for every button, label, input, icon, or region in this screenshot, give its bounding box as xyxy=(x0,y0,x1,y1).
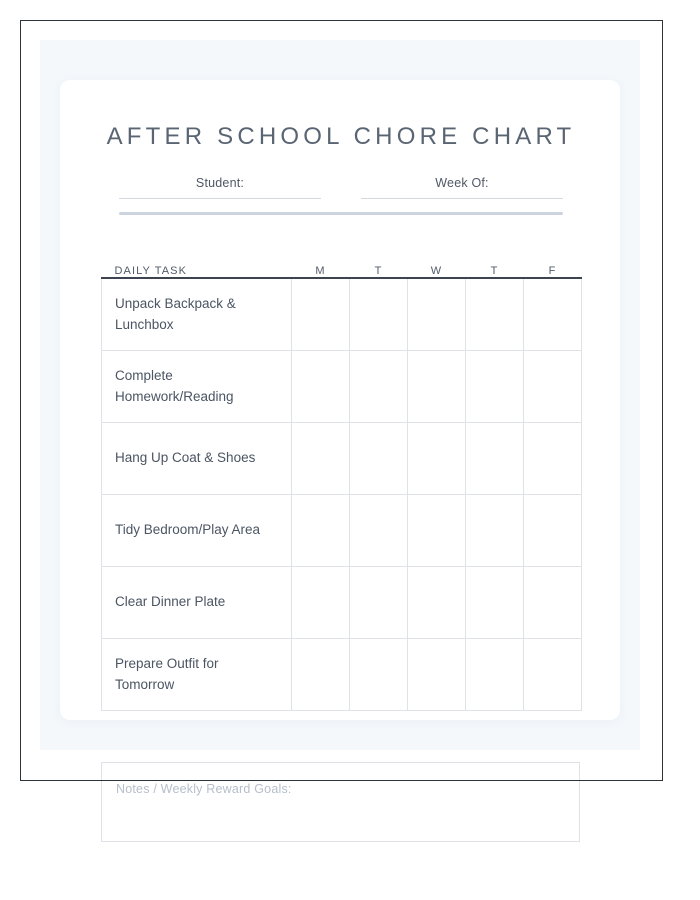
checkbox-cell-tuesday[interactable] xyxy=(350,495,408,567)
task-label: Unpack Backpack & Lunchbox xyxy=(102,278,292,351)
task-label: Complete Homework/Reading xyxy=(102,351,292,423)
checkbox-cell-monday[interactable] xyxy=(292,278,350,351)
sheet-content xyxy=(101,80,581,720)
checkbox-cell-thursday[interactable] xyxy=(466,351,524,423)
checkbox-cell-wednesday[interactable] xyxy=(408,423,466,495)
checkbox-cell-monday[interactable] xyxy=(292,639,350,711)
day-header-thursday: T xyxy=(490,265,499,277)
week-of-label: Week Of: xyxy=(435,176,489,190)
checkbox-cell-monday[interactable] xyxy=(292,567,350,639)
day-header-monday: M xyxy=(315,265,326,277)
task-label: Hang Up Coat & Shoes xyxy=(102,423,292,495)
checkbox-cell-wednesday[interactable] xyxy=(408,278,466,351)
checkbox-cell-thursday[interactable] xyxy=(466,495,524,567)
checkbox-cell-monday[interactable] xyxy=(292,351,350,423)
checkbox-cell-thursday[interactable] xyxy=(466,639,524,711)
student-label: Student: xyxy=(195,176,245,190)
meta-divider xyxy=(119,212,563,215)
checkbox-cell-wednesday[interactable] xyxy=(408,351,466,423)
table-body xyxy=(102,278,582,711)
table-row xyxy=(102,639,582,711)
task-label: Tidy Bedroom/Play Area xyxy=(102,495,292,567)
table-row xyxy=(102,423,582,495)
checkbox-cell-monday[interactable] xyxy=(292,495,350,567)
checkbox-cell-wednesday[interactable] xyxy=(408,567,466,639)
checkbox-cell-thursday[interactable] xyxy=(466,567,524,639)
checkbox-cell-friday[interactable] xyxy=(524,639,582,711)
task-column-header: DAILY TASK xyxy=(114,265,188,277)
table-row xyxy=(102,567,582,639)
checkbox-cell-tuesday[interactable] xyxy=(350,639,408,711)
notes-box[interactable] xyxy=(101,762,580,842)
checkbox-cell-wednesday[interactable] xyxy=(408,639,466,711)
chore-chart-sheet xyxy=(60,80,620,720)
checkbox-cell-monday[interactable] xyxy=(292,423,350,495)
checkbox-cell-tuesday[interactable] xyxy=(350,423,408,495)
table-header-row xyxy=(102,265,582,278)
table-row xyxy=(102,495,582,567)
checkbox-cell-friday[interactable] xyxy=(524,423,582,495)
checkbox-cell-friday[interactable] xyxy=(524,351,582,423)
day-header-friday: F xyxy=(548,265,557,277)
checkbox-cell-tuesday[interactable] xyxy=(350,278,408,351)
notes-label: Notes / Weekly Reward Goals: xyxy=(116,782,292,796)
table-header xyxy=(102,265,582,278)
checkbox-cell-friday[interactable] xyxy=(524,278,582,351)
checkbox-cell-wednesday[interactable] xyxy=(408,495,466,567)
day-header-tuesday: T xyxy=(374,265,383,277)
task-label: Clear Dinner Plate xyxy=(102,567,292,639)
checkbox-cell-friday[interactable] xyxy=(524,567,582,639)
meta-fields xyxy=(119,174,563,199)
table-row xyxy=(102,278,582,351)
checkbox-cell-thursday[interactable] xyxy=(466,423,524,495)
week-of-field[interactable] xyxy=(361,174,563,199)
task-label: Prepare Outfit for Tomorrow xyxy=(102,639,292,711)
student-field[interactable] xyxy=(119,174,321,199)
chore-table xyxy=(101,265,582,711)
day-header-wednesday: W xyxy=(430,265,443,277)
checkbox-cell-tuesday[interactable] xyxy=(350,351,408,423)
table-row xyxy=(102,351,582,423)
checkbox-cell-thursday[interactable] xyxy=(466,278,524,351)
page-title: AFTER SCHOOL CHORE CHART xyxy=(106,123,576,150)
checkbox-cell-friday[interactable] xyxy=(524,495,582,567)
checkbox-cell-tuesday[interactable] xyxy=(350,567,408,639)
